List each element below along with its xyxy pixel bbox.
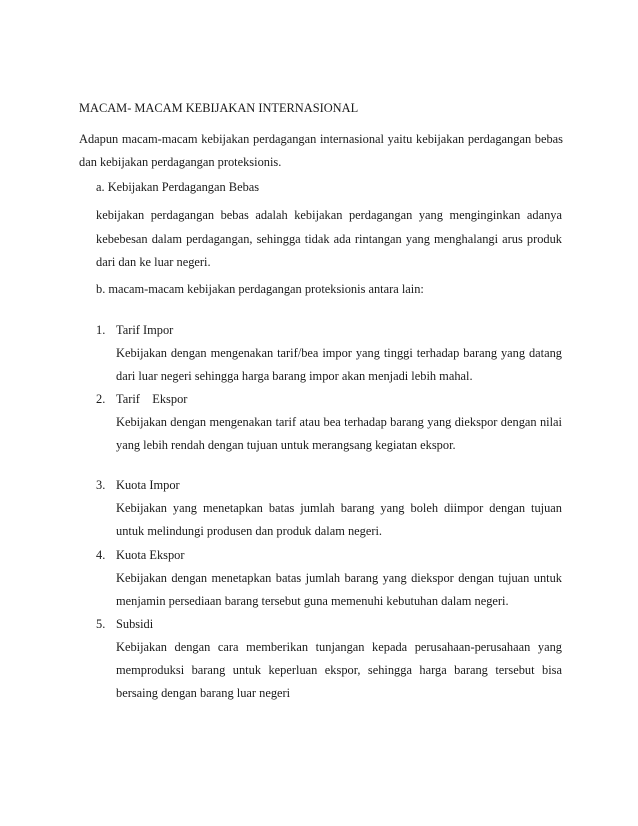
item-text-line: memproduksi barang untuk keperluan ekspor, sehingga harga barang tersebut bisa	[116, 664, 562, 677]
section-a-heading: a. Kebijakan Perdagangan Bebas	[96, 180, 260, 194]
page-title: MACAM- MACAM KEBIJAKAN INTERNASIONAL	[79, 101, 359, 115]
item-number: 1.	[96, 323, 106, 337]
item-number: 3.	[96, 478, 106, 492]
item-text-line: Kebijakan dengan cara memberikan tunjangan kepada perusahaan-perusahaan yang	[116, 641, 562, 654]
section-a-line: kebijakan perdagangan bebas adalah kebijakan perdagangan yang menginginkan adanya	[96, 209, 562, 222]
intro-line: Adapun macam-macam kebijakan perdagangan internasional yaitu kebijakan perdagangan bebas	[79, 133, 563, 146]
intro-line: dan kebijakan perdagangan proteksionis.	[79, 155, 282, 169]
item-text-line: Kebijakan yang menetapkan batas jumlah barang yang boleh diimpor dengan tujuan	[116, 502, 562, 515]
item-title: Kuota Impor	[116, 478, 180, 492]
section-a-line: kebebesan dalam perdagangan, sehingga tidak ada rintangan yang menghalangi arus produk	[96, 233, 562, 246]
section-a-line: dari dan ke luar negeri.	[96, 255, 211, 269]
item-text-line: bersaing dengan barang luar negeri	[116, 686, 291, 700]
item-number: 2.	[96, 392, 106, 406]
item-text-line: menjamin persediaan barang tersebut guna memenuhi kebutuhan dalam negeri.	[116, 594, 509, 608]
item-text-line: Kebijakan dengan menetapkan batas jumlah barang yang diekspor dengan tujuan untuk	[116, 572, 562, 585]
item-title: Subsidi	[116, 617, 154, 631]
item-text-line: untuk melindungi produsen dan produk dalam negeri.	[116, 524, 382, 538]
item-title: Tarif Ekspor	[116, 392, 188, 406]
section-b-heading: b. macam-macam kebijakan perdagangan proteksionis antara lain:	[96, 282, 424, 296]
item-text-line: yang lebih rendah dengan tujuan untuk merangsang kegiatan ekspor.	[116, 438, 456, 452]
item-number: 5.	[96, 617, 106, 631]
item-text-line: Kebijakan dengan mengenakan tarif/bea impor yang tinggi terhadap barang yang datang	[116, 347, 562, 360]
item-title: Tarif Impor	[116, 323, 174, 337]
item-number: 4.	[96, 548, 106, 562]
item-text-line: dari luar negeri sehingga harga barang impor akan menjadi lebih mahal.	[116, 369, 473, 383]
item-text-line: Kebijakan dengan mengenakan tarif atau bea terhadap barang yang diekspor dengan nilai	[116, 416, 562, 429]
item-title: Kuota Ekspor	[116, 548, 185, 562]
